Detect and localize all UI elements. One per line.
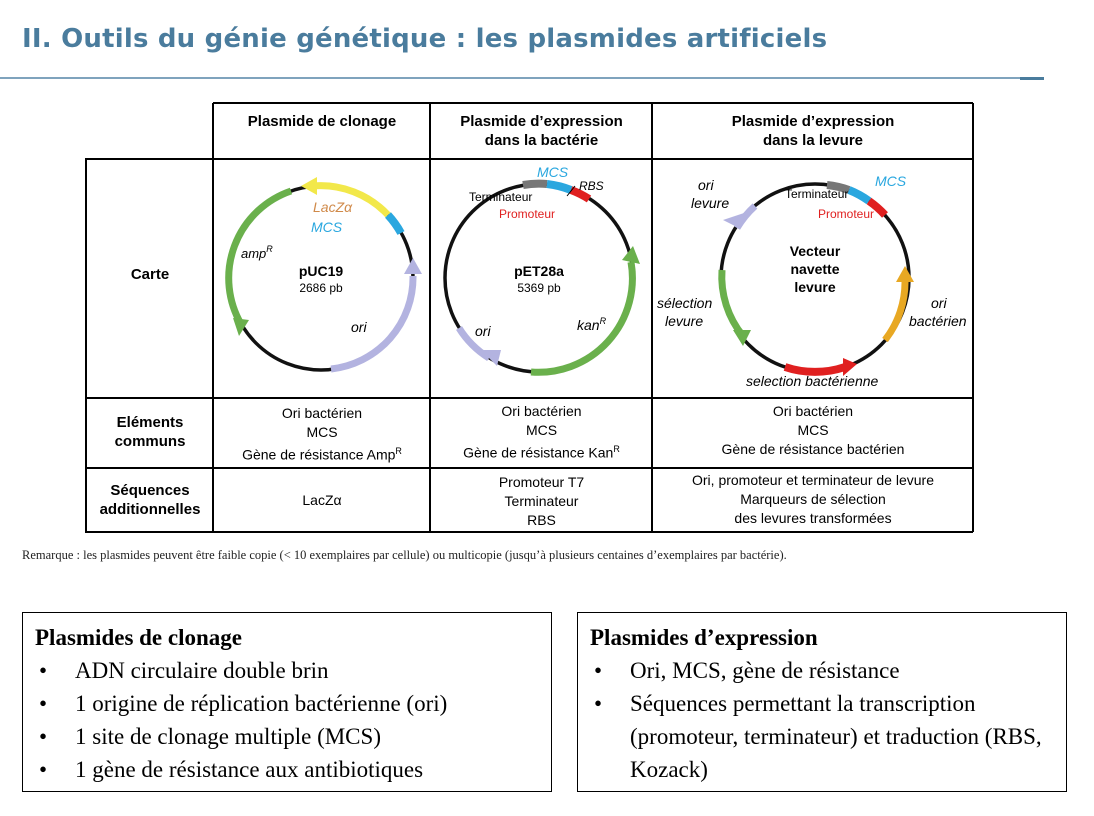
box-clonage-list (35, 654, 539, 786)
box-plasmides-expression (577, 612, 1067, 792)
ori-arrowhead (404, 258, 422, 274)
box-plasmides-clonage (22, 612, 552, 792)
additionnelles-expression-bacterie: Promoteur T7 Terminateur RBS (498, 474, 585, 528)
puc19-name: pUC19 (298, 263, 344, 279)
plasmid-table-grid (85, 102, 975, 534)
list-item: • ADN circulaire double brin (39, 658, 329, 683)
selection-levure-l2: levure (665, 313, 704, 329)
ori-bacterien-arrowhead (896, 266, 914, 282)
pet28a-name: pET28a (514, 263, 564, 279)
row-label-communs: Eléments communs (114, 414, 186, 450)
terminateur-label: Terminateur (785, 187, 849, 201)
ori-levure-l1: ori (698, 177, 714, 193)
yeast-name-l3: levure (794, 279, 836, 295)
amp-label: amp$^R$ (241, 244, 273, 261)
ori-label: ori (351, 319, 367, 335)
plasmid-table (85, 102, 975, 534)
list-item: • Ori, MCS, gène de résistance (594, 658, 900, 683)
mcs-arc (547, 184, 571, 190)
box-expression-list (590, 654, 1054, 786)
rbs-label: RBS (579, 179, 604, 193)
header-clonage: Plasmide de clonage (247, 113, 397, 130)
mcs-label: MCS (875, 173, 907, 189)
mcs-arc (388, 215, 401, 233)
kan-arrowhead (622, 246, 640, 264)
ori-levure-l2: levure (691, 195, 730, 211)
row-label-additionnelles: Séquences additionnelles (99, 482, 201, 518)
list-item: • 1 site de clonage multiple (MCS) (39, 724, 381, 749)
selection-levure-l1: sélection (657, 295, 713, 311)
list-item: • 1 origine de réplication bactérienne (ori) (39, 691, 448, 716)
title-divider-accent (1020, 77, 1044, 80)
pet28a-size: 5369 pb (517, 281, 561, 295)
lacz-label: LacZα (313, 199, 353, 215)
box-clonage-title: Plasmides de clonage (35, 625, 242, 650)
selection-bacterienne-arc (785, 367, 845, 372)
kan-label: kan$^R$ (577, 316, 607, 333)
list-item: • Séquences permettant la transcription (promoteur, terminateur) et traduction (RBS, Kozack) (594, 691, 1042, 782)
title-divider (0, 77, 1044, 79)
communs-clonage: Ori bactérien MCS Gène de résistance Amp$^R$ (242, 405, 402, 463)
remark-note: Remarque : les plasmides peuvent être faible copie (< 10 exemplaires par cellule) ou multicopie (jusqu’à plusieurs centaines d’exemplaires par bactérie). (22, 548, 787, 562)
terminator-arc (523, 184, 547, 185)
ori-bacterien-l1: ori (931, 295, 947, 311)
list-item: • 1 gène de résistance aux antibiotiques (39, 757, 424, 782)
puc19-size: 2686 pb (299, 281, 343, 295)
row-label-carte: Carte (130, 266, 170, 283)
terminateur-label: Terminateur (469, 190, 533, 204)
ori-bacterien-arc (885, 280, 905, 340)
header-expression-levure: Plasmide d’expression dans la levure (731, 113, 895, 149)
selection-bacterienne-label: selection bactérienne (746, 373, 879, 389)
lacz-arrowhead (301, 177, 317, 195)
mcs-arc (849, 190, 869, 201)
box-expression-title: Plasmides d’expression (590, 625, 818, 650)
mcs-label: MCS (537, 164, 569, 180)
communs-expression-bacterie: Ori bactérien MCS Gène de résistance Kan$^R$ (463, 403, 620, 461)
additionnelles-clonage: LacZα (302, 492, 342, 508)
ori-label: ori (475, 323, 491, 339)
additionnelles-expression-levure: Ori, promoteur et terminateur de levure Marqueurs de sélection des levures transformées (692, 472, 934, 526)
yeast-name-l2: navette (790, 261, 840, 277)
promoteur-label: Promoteur (818, 207, 875, 221)
mcs-label: MCS (311, 219, 343, 235)
communs-expression-levure: Ori bactérien MCS Gène de résistance bactérien (721, 403, 905, 457)
ori-arc (331, 276, 413, 369)
yeast-name-l1: Vecteur (789, 243, 841, 259)
ori-bacterien-l2: bactérien (909, 313, 967, 329)
selection-levure-arc (722, 270, 743, 336)
promoteur-label: Promoteur (499, 207, 556, 221)
header-expression-bacterie: Plasmide d’expression dans la bactérie (460, 113, 623, 149)
page-title: II. Outils du génie génétique : les plasmides artificiels (22, 24, 828, 54)
